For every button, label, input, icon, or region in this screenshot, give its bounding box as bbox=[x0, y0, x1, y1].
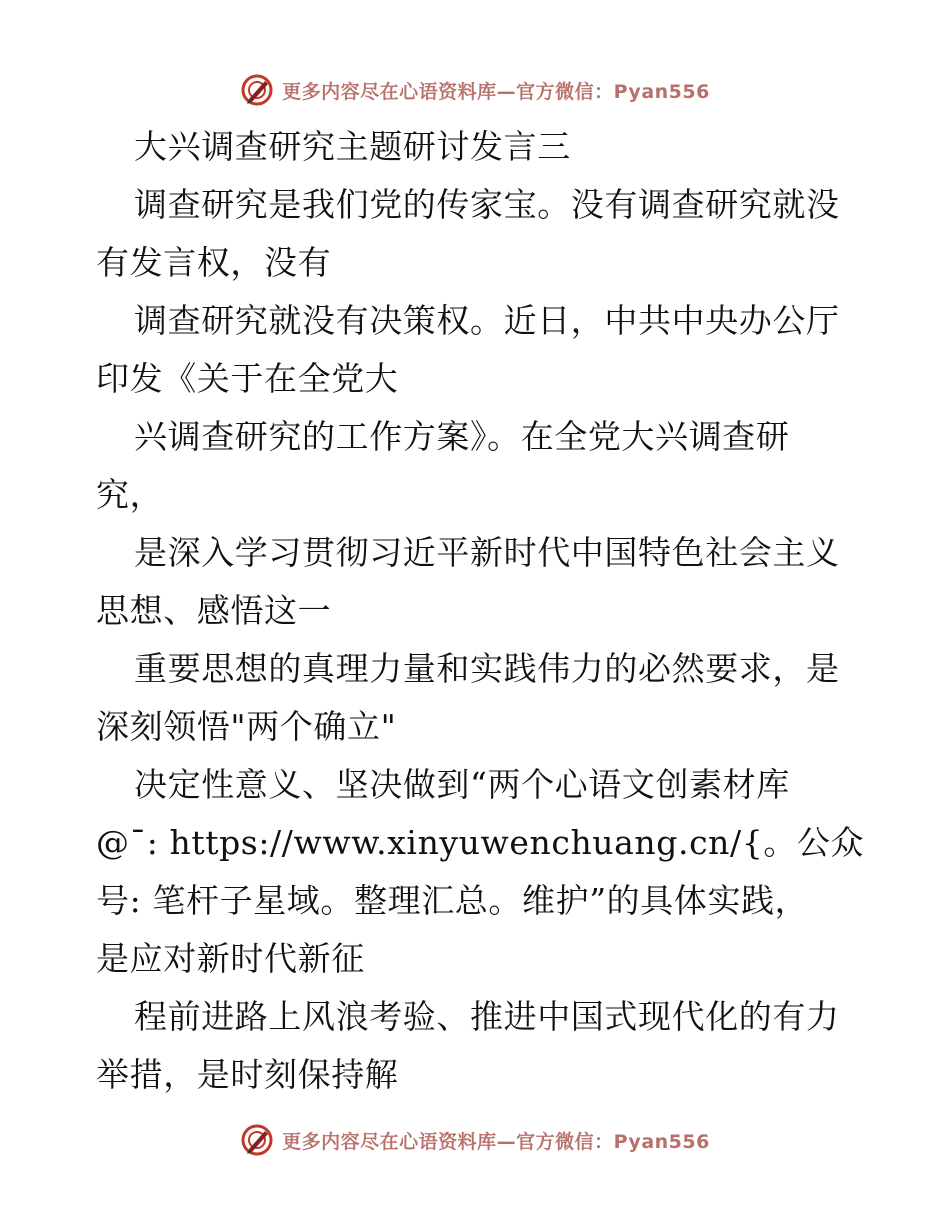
paragraph-line: 程前进路上风浪考验、推进中国式现代化的有力 bbox=[134, 997, 840, 1036]
paragraph-line: 是应对新时代新征 bbox=[96, 939, 365, 978]
footer-banner bbox=[0, 1120, 950, 1160]
paragraph-line: 兴调查研究的工作方案》。在全党大兴调查研 bbox=[134, 417, 790, 456]
paragraph-line-url: @¯: https://www.xinyuwenchuang.cn/{。公众 bbox=[96, 823, 865, 862]
document-title: 大兴调查研究主题研讨发言三 bbox=[134, 127, 571, 166]
paragraph-line: 号: 笔杆子星域。整理汇总。维护”的具体实践， bbox=[96, 881, 809, 920]
paragraph-line: 是深入学习贯彻习近平新时代中国特色社会主义 bbox=[134, 533, 840, 572]
document-body bbox=[96, 118, 865, 1104]
paragraph-line: 决定性意义、坚决做到“两个心语文创素材库 bbox=[134, 765, 790, 804]
paragraph-line: 有发言权，没有 bbox=[96, 243, 332, 282]
paragraph-line: 究， bbox=[96, 475, 164, 514]
paragraph-line: 印发《关于在全党大 bbox=[96, 359, 399, 398]
header-banner bbox=[0, 70, 950, 110]
paragraph-line: 调查研究就没有决策权。近日，中共中央办公厅 bbox=[134, 301, 840, 340]
banner-text: 更多内容尽在心语资料库—官方微信：Pyan556 bbox=[282, 80, 710, 103]
paragraph-line: 举措，是时刻保持解 bbox=[96, 1055, 399, 1094]
banner-text: 更多内容尽在心语资料库—官方微信：Pyan556 bbox=[282, 1130, 710, 1153]
paragraph-line: 重要思想的真理力量和实践伟力的必然要求，是 bbox=[134, 649, 840, 688]
paragraph-line: 思想、感悟这一 bbox=[96, 591, 332, 630]
pen-logo-icon bbox=[240, 1123, 274, 1157]
paragraph-line: 深刻领悟"两个确立" bbox=[96, 707, 397, 746]
pen-logo-icon bbox=[240, 73, 274, 107]
paragraph-line: 调查研究是我们党的传家宝。没有调查研究就没 bbox=[134, 185, 840, 224]
